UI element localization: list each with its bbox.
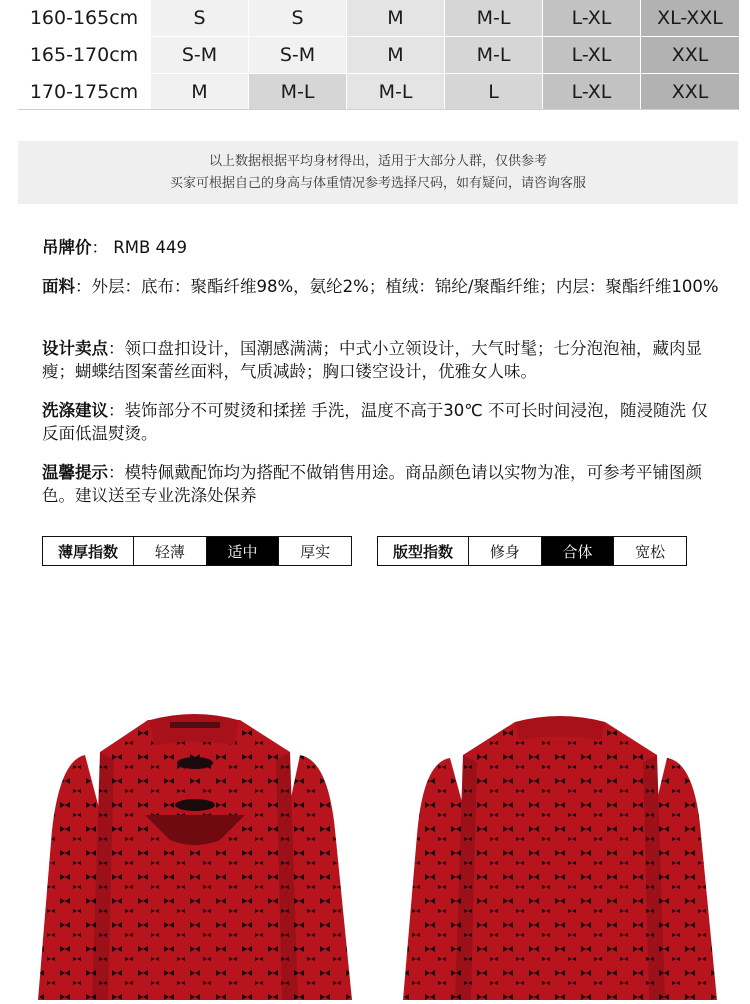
blouse-front-illustration	[30, 700, 360, 1000]
fit-option-slim: 修身	[469, 537, 542, 565]
size-cell: S	[151, 0, 248, 36]
size-cell: L-XL	[543, 37, 640, 73]
thickness-option-thick: 厚实	[300, 542, 331, 561]
size-cell: S	[249, 0, 346, 36]
price-value: ： RMB 449	[91, 238, 188, 257]
height-cell: 160-165cm	[18, 0, 150, 36]
height-cell: 170-175cm	[18, 74, 150, 110]
size-cell: XXL	[641, 74, 739, 110]
fit-option-loose: 宽松	[635, 542, 666, 561]
size-cell: XL-XXL	[641, 0, 739, 36]
thickness-index-label: 薄厚指数	[43, 537, 134, 565]
wash-value: ：装饰部分不可熨烫和揉搓 手洗，温度不高于30℃ 不可长时间浸泡，随浸随洗 仅反面低温熨烫。	[42, 401, 708, 443]
fit-index-label: 版型指数	[378, 537, 469, 565]
note-line: 买家可根据自己的身高与体重情况参考选择尺码，如有疑问，请咨询客服	[169, 175, 586, 191]
size-cell: XXL	[641, 37, 739, 73]
size-row	[18, 74, 738, 110]
size-row	[18, 37, 738, 73]
size-cell: L-XL	[543, 0, 640, 36]
size-table	[18, 0, 738, 111]
wash-label: 洗涤建议	[42, 401, 108, 420]
size-cell: L	[445, 74, 542, 110]
thickness-index	[42, 536, 352, 566]
design-value: ：领口盘扣设计，国潮感满满；中式小立领设计，大气时髦；七分泡泡袖，藏肉显瘦；蝴蝶结图案蕾丝面料，气质减龄；胸口镂空设计，优雅女人味。	[42, 339, 702, 381]
thickness-option-light: 轻薄	[134, 537, 207, 565]
size-note	[18, 141, 738, 204]
size-cell: M-L	[347, 74, 444, 110]
tips-value: ：模特佩戴配饰均为搭配不做销售用途。商品颜色请以实物为准，可参考平铺图颜色。建议送至专业洗涤处保养	[42, 463, 702, 505]
note-line: 以上数据根据平均身材得出，适用于大部分人群，仅供参考	[208, 153, 547, 169]
fit-index	[377, 536, 687, 566]
size-cell: M	[151, 74, 248, 110]
product-photo-front	[30, 700, 360, 1000]
blouse-back-illustration	[395, 700, 725, 1000]
product-photo-back	[395, 700, 725, 1000]
size-cell: L-XL	[543, 74, 640, 110]
size-cell: M	[347, 0, 444, 36]
thickness-option-medium: 适中	[207, 537, 280, 565]
size-row	[18, 0, 738, 36]
fabric-label: 面料	[42, 277, 75, 296]
fit-option-regular: 合体	[542, 537, 615, 565]
design-line	[42, 337, 722, 383]
wash-line	[42, 399, 722, 445]
price-label: 吊牌价	[42, 238, 92, 257]
height-cell: 165-170cm	[18, 37, 150, 73]
size-cell: M-L	[445, 37, 542, 73]
tips-line	[42, 461, 722, 507]
tips-label: 温馨提示	[42, 463, 108, 482]
size-cell: M	[347, 37, 444, 73]
design-label: 设计卖点	[42, 339, 108, 358]
size-cell: M-L	[445, 0, 542, 36]
size-cell: S-M	[151, 37, 248, 73]
size-cell: S-M	[249, 37, 346, 73]
fabric-line	[42, 275, 722, 298]
fabric-value: ：外层：底布：聚酯纤维98%，氨纶2%；植绒：锦纶/聚酯纤维；内层：聚酯纤维100%	[75, 277, 719, 296]
size-cell: M-L	[249, 74, 346, 110]
price-line	[42, 236, 722, 259]
table-divider	[18, 109, 738, 110]
